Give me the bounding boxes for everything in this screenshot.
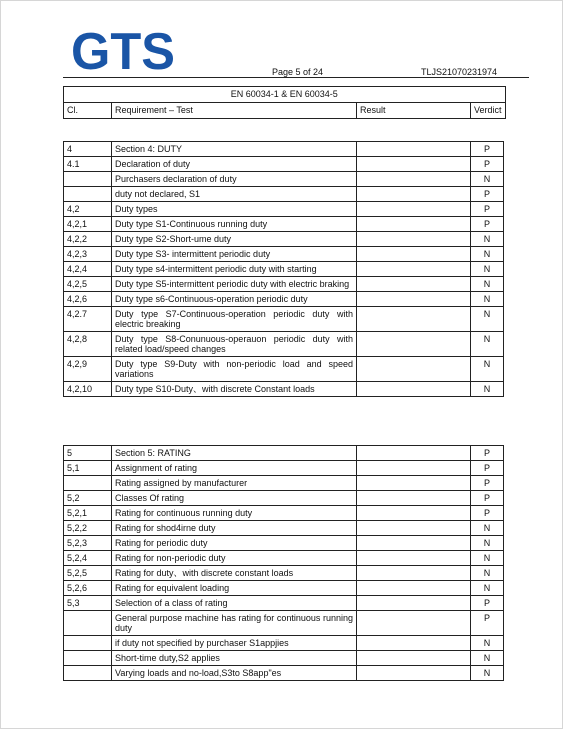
table-row (64, 446, 504, 461)
verdict-cell: N (471, 566, 504, 581)
verdict-cell: P (471, 217, 504, 232)
result-cell (357, 476, 471, 491)
result-cell (357, 446, 471, 461)
result-cell (357, 382, 471, 397)
verdict-cell: N (471, 262, 504, 277)
verdict-cell: N (471, 666, 504, 681)
result-cell (357, 277, 471, 292)
requirement-cell: Declaration of duty (112, 157, 357, 172)
requirement-cell: Classes Of rating (112, 491, 357, 506)
requirement-cell: Duty type S8-Conunuous-operauon periodic duty with related load/speed changes (112, 332, 357, 357)
verdict-cell: N (471, 172, 504, 187)
table-row (64, 611, 504, 636)
result-cell (357, 172, 471, 187)
gts-logo (71, 27, 175, 73)
column-header-row (64, 103, 506, 119)
requirement-cell: Duty type S10-Duty、with discrete Constant loads (112, 382, 357, 397)
requirement-cell: Rating for equivalent loading (112, 581, 357, 596)
result-cell (357, 666, 471, 681)
clause-cell (64, 476, 112, 491)
verdict-cell: P (471, 446, 504, 461)
verdict-cell: N (471, 292, 504, 307)
table-row (64, 202, 504, 217)
standard-row (64, 87, 506, 103)
result-cell (357, 611, 471, 636)
table-row (64, 536, 504, 551)
verdict-cell: N (471, 581, 504, 596)
clause-cell: 4,2,4 (64, 262, 112, 277)
verdict-cell: P (471, 461, 504, 476)
requirement-cell: Duty type S1-Continuous running duty (112, 217, 357, 232)
clause-cell: 4,2,5 (64, 277, 112, 292)
verdict-cell: N (471, 651, 504, 666)
result-cell (357, 596, 471, 611)
table-row (64, 157, 504, 172)
col-clause: Cl. (64, 103, 112, 119)
clause-cell: 4,2,2 (64, 232, 112, 247)
result-cell (357, 581, 471, 596)
report-number: TLJS21070231974 (421, 67, 498, 77)
requirement-cell: Section 5: RATING (112, 446, 357, 461)
result-cell (357, 202, 471, 217)
verdict-cell: N (471, 307, 504, 332)
verdict-cell: N (471, 521, 504, 536)
table-row (64, 332, 504, 357)
requirement-cell: Duty type s6-Continuous-operation periodic duty (112, 292, 357, 307)
requirement-cell: Rating for non-periodic duty (112, 551, 357, 566)
verdict-cell: N (471, 357, 504, 382)
standard-title: EN 60034-1 & EN 60034-5 (64, 87, 506, 103)
result-cell (357, 292, 471, 307)
requirement-cell: Varying loads and no-load,S3to S8app"es (112, 666, 357, 681)
result-cell (357, 307, 471, 332)
verdict-cell: N (471, 636, 504, 651)
section-4-table (63, 141, 504, 397)
clause-cell: 4,2,6 (64, 292, 112, 307)
table-row (64, 247, 504, 262)
requirement-cell: Rating for continuous running duty (112, 506, 357, 521)
requirement-cell: Duty type s4-intermittent periodic duty with starting (112, 262, 357, 277)
table-row (64, 666, 504, 681)
requirement-cell: Purchasers declaration of duty (112, 172, 357, 187)
requirement-cell: Rating for shod4irne duty (112, 521, 357, 536)
table-row (64, 551, 504, 566)
result-cell (357, 651, 471, 666)
result-cell (357, 187, 471, 202)
table-row (64, 307, 504, 332)
requirement-cell: Rating assigned by manufacturer (112, 476, 357, 491)
verdict-cell: P (471, 506, 504, 521)
table-row (64, 476, 504, 491)
clause-cell: 5,2,3 (64, 536, 112, 551)
verdict-cell: P (471, 611, 504, 636)
verdict-cell: P (471, 491, 504, 506)
table-row (64, 636, 504, 651)
header-rule (63, 77, 529, 78)
table-row (64, 506, 504, 521)
result-cell (357, 232, 471, 247)
result-cell (357, 332, 471, 357)
verdict-cell: P (471, 187, 504, 202)
table-row (64, 262, 504, 277)
result-cell (357, 566, 471, 581)
table-row (64, 217, 504, 232)
clause-cell: 4.1 (64, 157, 112, 172)
result-cell (357, 636, 471, 651)
requirement-cell: Duty type S7-Continuous-operation periodic duty with electric breaking (112, 307, 357, 332)
table-row (64, 357, 504, 382)
clause-cell (64, 666, 112, 681)
verdict-cell: P (471, 202, 504, 217)
clause-cell: 4,2 (64, 202, 112, 217)
requirement-cell: Section 4: DUTY (112, 142, 357, 157)
table-row (64, 187, 504, 202)
clause-cell: 4 (64, 142, 112, 157)
clause-cell: 5,3 (64, 596, 112, 611)
clause-cell: 4,2,3 (64, 247, 112, 262)
table-row (64, 491, 504, 506)
table-row (64, 292, 504, 307)
clause-cell: 4,2,9 (64, 357, 112, 382)
col-requirement: Requirement – Test (112, 103, 357, 119)
clause-cell: 5 (64, 446, 112, 461)
clause-cell: 5,2 (64, 491, 112, 506)
result-cell (357, 521, 471, 536)
table-row (64, 596, 504, 611)
clause-cell (64, 172, 112, 187)
verdict-cell: N (471, 232, 504, 247)
requirement-cell: Duty types (112, 202, 357, 217)
clause-cell: 5,1 (64, 461, 112, 476)
table-row (64, 172, 504, 187)
requirement-cell: duty not declared, S1 (112, 187, 357, 202)
table-row (64, 232, 504, 247)
verdict-cell: P (471, 476, 504, 491)
requirement-cell: Duty type S2-Short-ume duty (112, 232, 357, 247)
col-result: Result (357, 103, 471, 119)
page-number: Page 5 of 24 (272, 67, 324, 77)
clause-cell: 4,2.7 (64, 307, 112, 332)
clause-cell: 4,2,8 (64, 332, 112, 357)
verdict-cell: N (471, 551, 504, 566)
requirement-cell: Rating for duty、with discrete constant loads (112, 566, 357, 581)
result-cell (357, 217, 471, 232)
table-row (64, 521, 504, 536)
clause-cell: 5,2,6 (64, 581, 112, 596)
col-verdict: Verdict (471, 103, 506, 119)
verdict-cell: P (471, 142, 504, 157)
requirement-cell: General purpose machine has rating for continuous running duty (112, 611, 357, 636)
clause-cell: 5,2,4 (64, 551, 112, 566)
section-5-table (63, 445, 504, 681)
requirement-cell: if duty not specified by purchaser S1appjies (112, 636, 357, 651)
result-cell (357, 157, 471, 172)
requirement-cell: Short-time duty,S2 applies (112, 651, 357, 666)
svg-text:GTS: GTS (71, 27, 175, 73)
verdict-cell: P (471, 157, 504, 172)
table-row (64, 461, 504, 476)
requirement-cell: Duty type S3- intermittent periodic duty (112, 247, 357, 262)
table-row (64, 566, 504, 581)
requirement-cell: Assignment of rating (112, 461, 357, 476)
result-cell (357, 491, 471, 506)
result-cell (357, 247, 471, 262)
table-row (64, 382, 504, 397)
result-cell (357, 142, 471, 157)
table-row (64, 581, 504, 596)
requirement-cell: Duty type S5-intermittent periodic duty with electric braking (112, 277, 357, 292)
verdict-cell: N (471, 247, 504, 262)
verdict-cell: P (471, 596, 504, 611)
verdict-cell: N (471, 382, 504, 397)
table-row (64, 277, 504, 292)
result-cell (357, 536, 471, 551)
result-cell (357, 506, 471, 521)
verdict-cell: N (471, 277, 504, 292)
clause-cell (64, 187, 112, 202)
clause-cell: 4,2,1 (64, 217, 112, 232)
clause-cell: 4,2,10 (64, 382, 112, 397)
result-cell (357, 461, 471, 476)
table-row (64, 142, 504, 157)
clause-cell: 5,2,1 (64, 506, 112, 521)
clause-cell (64, 636, 112, 651)
verdict-cell: N (471, 332, 504, 357)
requirement-cell: Rating for periodic duty (112, 536, 357, 551)
requirement-cell: Selection of a class of rating (112, 596, 357, 611)
clause-cell: 5,2,5 (64, 566, 112, 581)
clause-cell (64, 611, 112, 636)
clause-cell: 5,2,2 (64, 521, 112, 536)
result-cell (357, 357, 471, 382)
result-cell (357, 262, 471, 277)
result-cell (357, 551, 471, 566)
header-table (63, 86, 506, 119)
clause-cell (64, 651, 112, 666)
verdict-cell: N (471, 536, 504, 551)
requirement-cell: Duty type S9-Duty with non-periodic load and speed variations (112, 357, 357, 382)
table-row (64, 651, 504, 666)
